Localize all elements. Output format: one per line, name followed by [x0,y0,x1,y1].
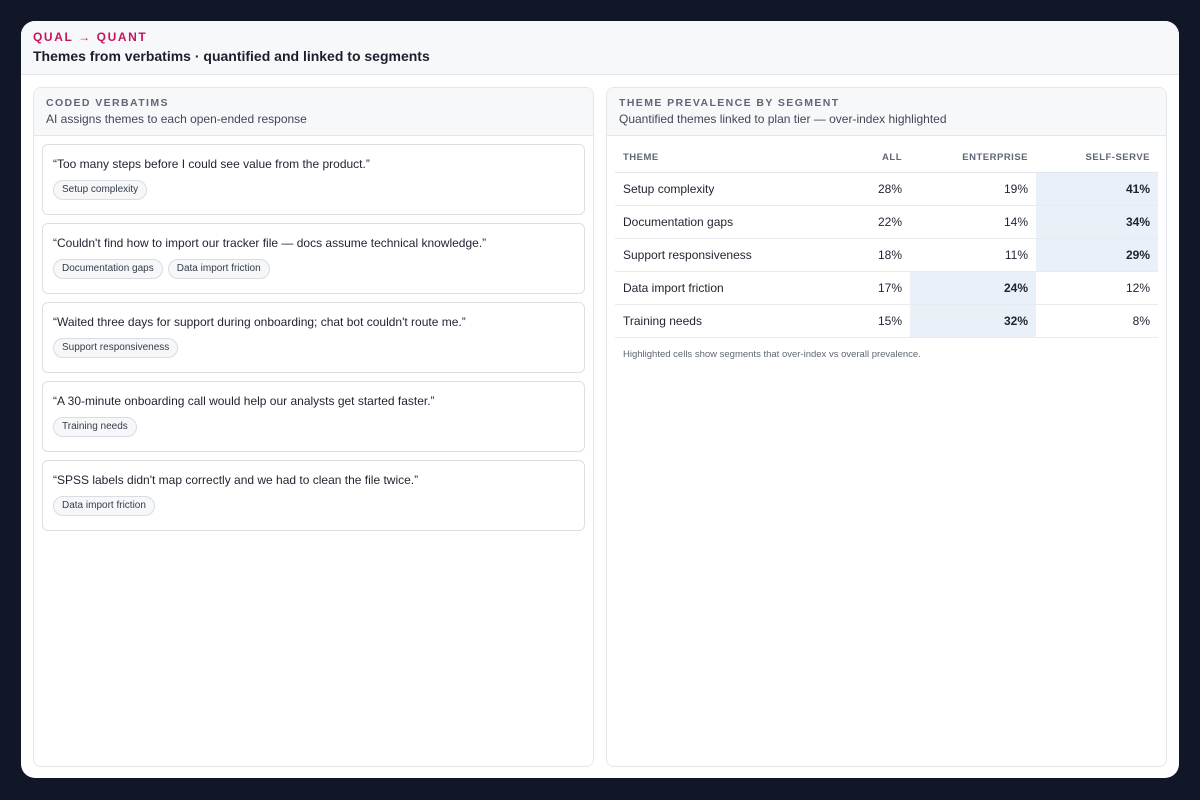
eyebrow-label: QUAL → QUANT [33,30,148,44]
theme-tag[interactable]: Support responsiveness [53,338,178,358]
table-header-row [615,144,1158,172]
verbatim-card[interactable] [42,302,585,373]
theme-tags [53,338,574,358]
self-serve-cell: 8% [1036,304,1158,337]
self-serve-cell-highlighted: 34% [1036,205,1158,238]
theme-cell: Documentation gaps [615,205,848,238]
theme-tags [53,417,574,437]
verbatim-quote: “SPSS labels didn't map correctly and we had to clean the file twice.” [53,473,419,487]
verbatim-list [34,136,593,531]
enterprise-cell: 14% [910,205,1036,238]
theme-tag[interactable]: Data import friction [168,259,270,279]
page-header [21,21,1179,75]
table-row[interactable] [615,172,1158,205]
table-row[interactable] [615,304,1158,337]
theme-prevalence-panel [606,87,1167,767]
enterprise-cell: 19% [910,172,1036,205]
theme-tags [53,180,574,200]
enterprise-cell: 11% [910,238,1036,271]
theme-tag[interactable]: Training needs [53,417,137,437]
verbatim-quote: “Waited three days for support during onboarding; chat bot couldn't route me.” [53,315,466,329]
theme-tags [53,496,574,516]
coded-verbatims-panel [33,87,594,767]
theme-cell: Setup complexity [615,172,848,205]
theme-tag[interactable]: Setup complexity [53,180,147,200]
verbatim-card[interactable] [42,381,585,452]
verbatim-quote: “A 30-minute onboarding call would help our analysts get started faster.” [53,394,435,408]
all-cell: 22% [848,205,910,238]
theme-cell: Data import friction [615,271,848,304]
column-header-self-serve[interactable]: SELF-SERVE [1036,144,1158,172]
column-header-enterprise[interactable]: ENTERPRISE [910,144,1036,172]
prevalence-table [615,144,1158,338]
self-serve-cell-highlighted: 41% [1036,172,1158,205]
all-cell: 18% [848,238,910,271]
table-row[interactable] [615,205,1158,238]
page-title: Themes from verbatims · quantified and linked to segments [33,48,430,64]
all-cell: 17% [848,271,910,304]
table-row[interactable] [615,238,1158,271]
panel-header [34,88,593,136]
panel-header [607,88,1166,136]
verbatim-quote: “Couldn't find how to import our tracker file — docs assume technical knowledge.” [53,236,487,250]
verbatim-card[interactable] [42,460,585,531]
panel-title: CODED VERBATIMS [46,97,169,109]
enterprise-cell-highlighted: 24% [910,271,1036,304]
table-footnote: Highlighted cells show segments that over-index vs overall prevalence. [623,348,921,360]
all-cell: 28% [848,172,910,205]
table-row[interactable] [615,271,1158,304]
theme-tags [53,259,574,279]
theme-tag[interactable]: Documentation gaps [53,259,163,279]
panel-subtitle: AI assigns themes to each open-ended response [46,112,307,126]
enterprise-cell-highlighted: 32% [910,304,1036,337]
verbatim-quote: “Too many steps before I could see value from the product.” [53,157,370,171]
self-serve-cell-highlighted: 29% [1036,238,1158,271]
verbatim-card[interactable] [42,223,585,294]
panel-subtitle: Quantified themes linked to plan tier — over-index highlighted [619,112,947,126]
panel-title: THEME PREVALENCE BY SEGMENT [619,97,840,109]
theme-tag[interactable]: Data import friction [53,496,155,516]
app-window [21,21,1179,778]
verbatim-card[interactable] [42,144,585,215]
theme-cell: Support responsiveness [615,238,848,271]
theme-cell: Training needs [615,304,848,337]
column-header-theme[interactable]: THEME [615,144,848,172]
all-cell: 15% [848,304,910,337]
column-header-all[interactable]: ALL [848,144,910,172]
self-serve-cell: 12% [1036,271,1158,304]
